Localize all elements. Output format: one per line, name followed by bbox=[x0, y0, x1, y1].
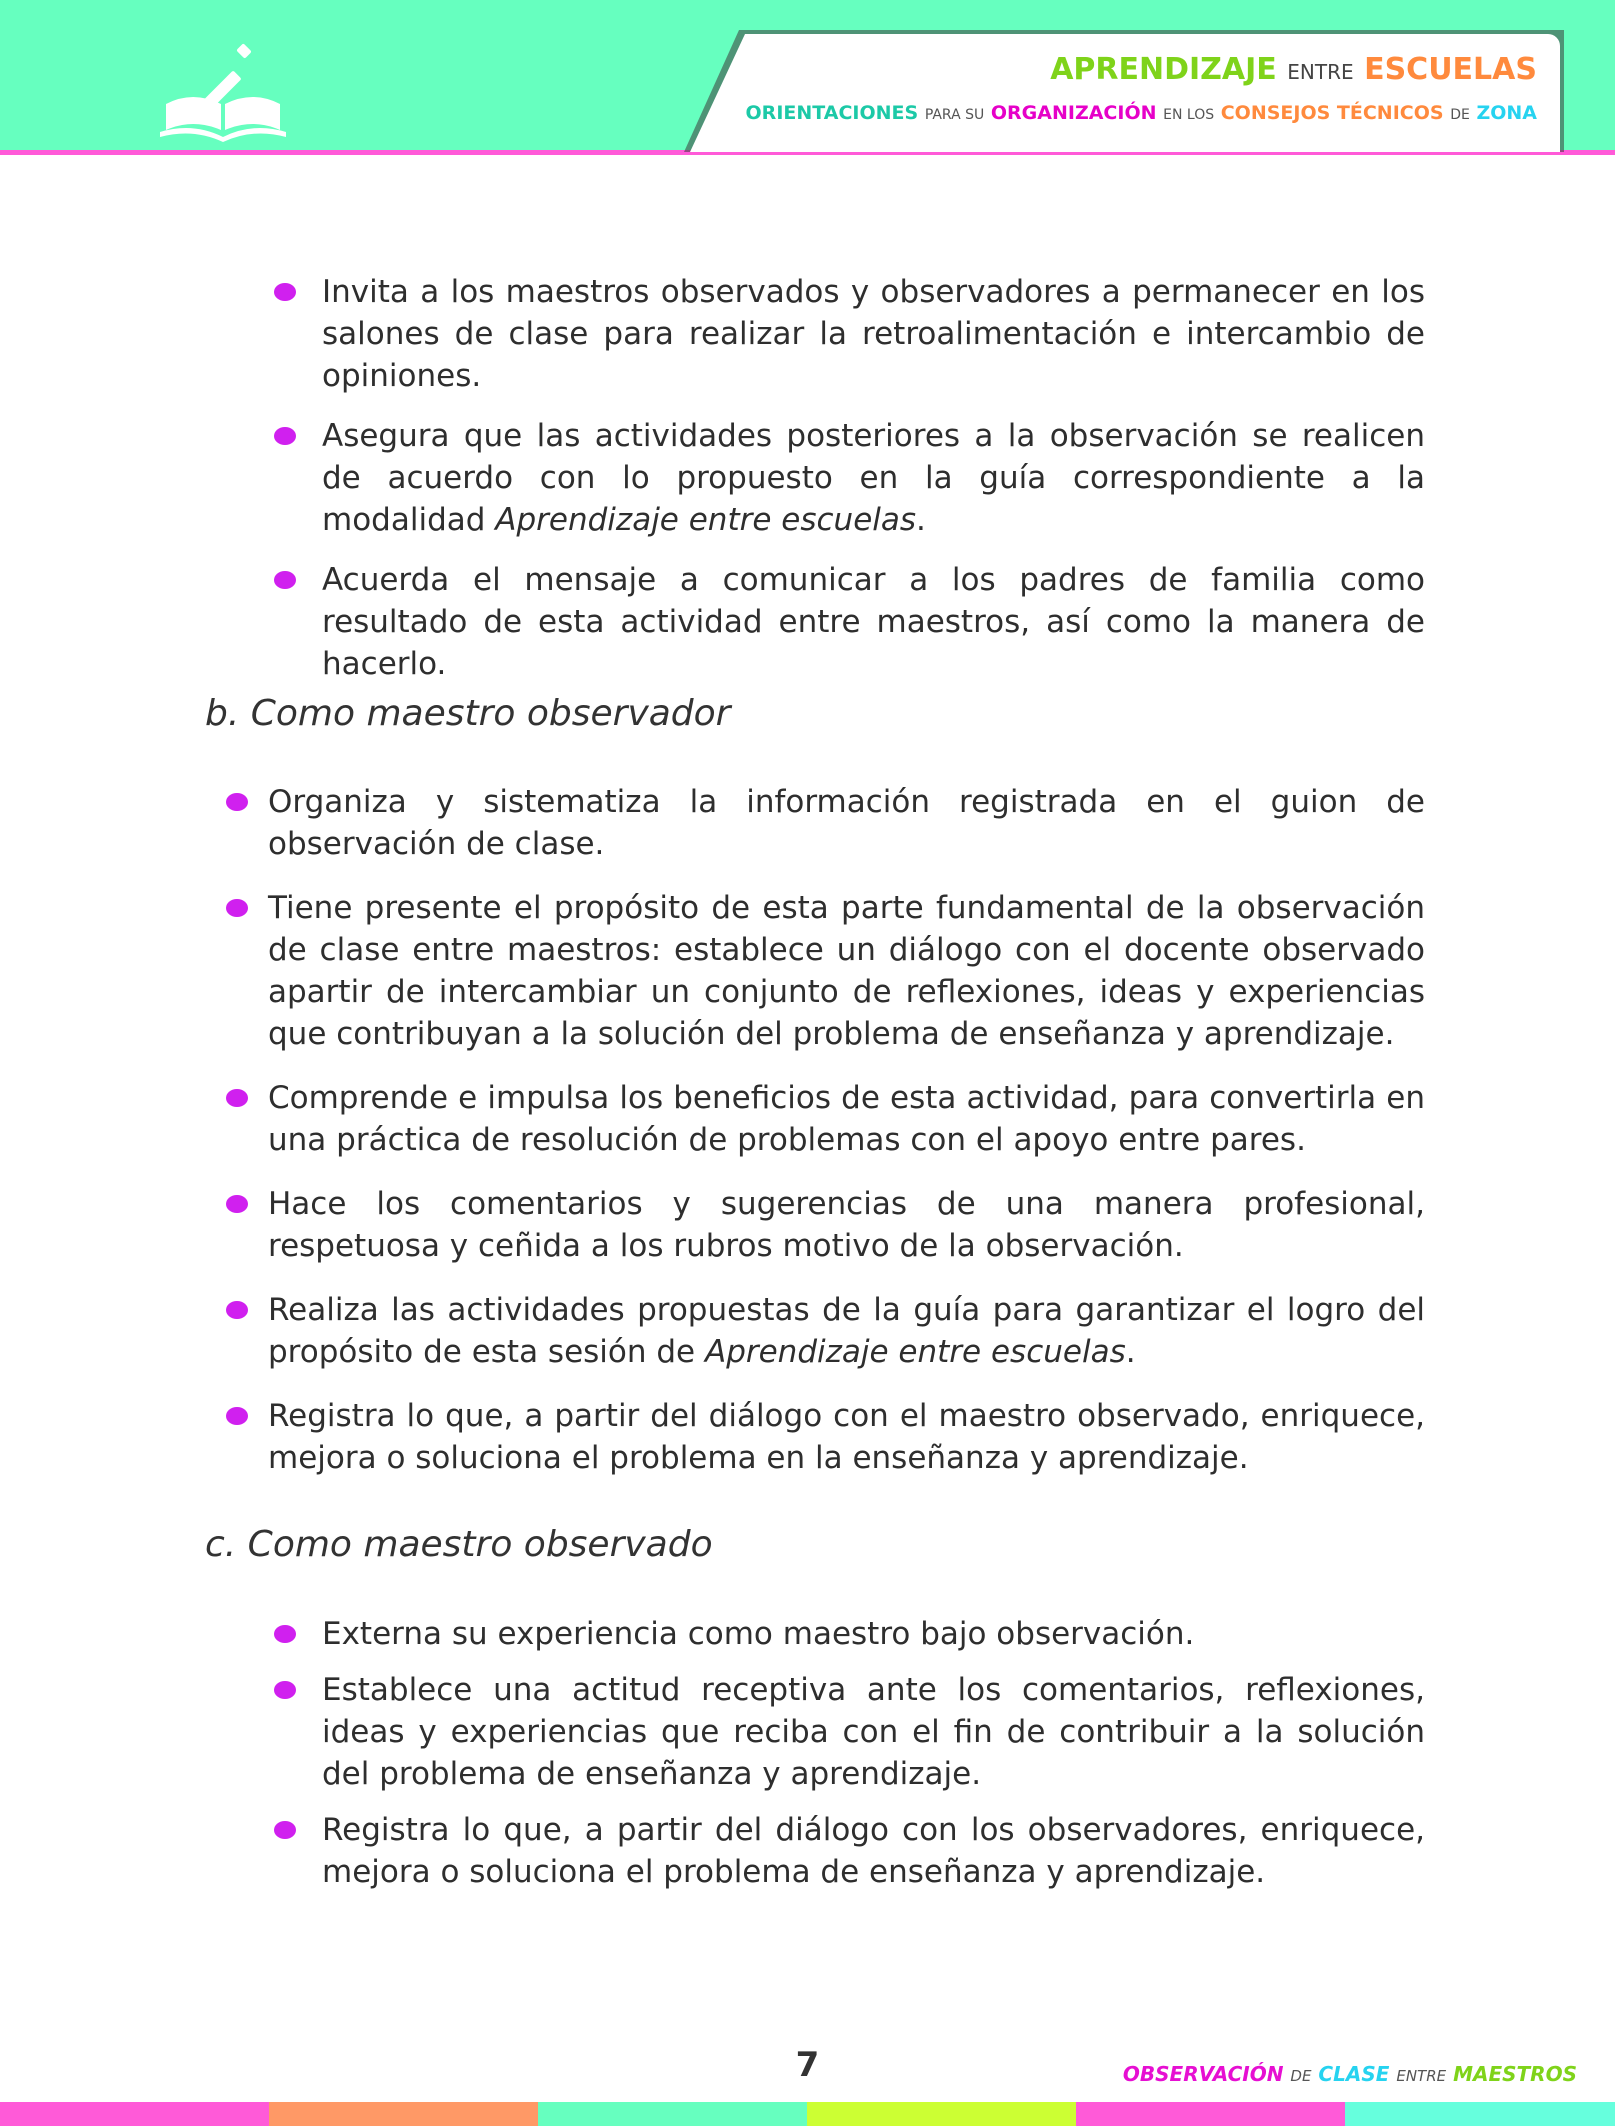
list-item-text-end: . bbox=[916, 502, 926, 538]
bullet-dot-icon bbox=[274, 1821, 296, 1839]
footer-word-1: OBSERVACIÓN bbox=[1122, 2062, 1284, 2086]
section-c-list bbox=[322, 1613, 1425, 1893]
list-item-text: Acuerda el mensaje a comunicar a los padres de familia como resultado de esta actividad entre maestros, así como la manera de hacerlo. bbox=[322, 562, 1425, 682]
list-item bbox=[322, 1613, 1425, 1655]
list-item-text: Organiza y sistematiza la información registrada en el guion de observación de clase. bbox=[268, 784, 1425, 862]
footer-color-bar bbox=[269, 2102, 538, 2126]
header-subtitle bbox=[746, 102, 1537, 124]
list-item bbox=[322, 1669, 1425, 1795]
list-item-text: Externa su experiencia como maestro bajo observación. bbox=[322, 1616, 1195, 1652]
bullet-dot-icon bbox=[226, 793, 248, 811]
list-item-text: Realiza las actividades propuestas de la guía para garantizar el logro del propósito de esta sesión de bbox=[268, 1292, 1425, 1370]
footer-word-2: DE bbox=[1290, 2067, 1312, 2085]
page-number: 7 bbox=[795, 2045, 820, 2085]
header-title-word-2: ENTRE bbox=[1287, 60, 1354, 84]
list-item-text: Invita a los maestros observados y observadores a permanecer en los salones de clase para realizar la retroalimentación e intercambio de opiniones. bbox=[322, 274, 1425, 394]
bullet-dot-icon bbox=[226, 899, 248, 917]
header-subtitle-word-4: EN LOS bbox=[1163, 107, 1215, 123]
footer-color-bar bbox=[1345, 2102, 1615, 2126]
bullet-dot-icon bbox=[226, 1301, 248, 1319]
header-subtitle-word-2: PARA SU bbox=[924, 107, 985, 123]
footer-title bbox=[1123, 2062, 1577, 2086]
footer-color-bar bbox=[1076, 2102, 1345, 2126]
bullet-dot-icon bbox=[274, 283, 296, 301]
header-title-word-3: ESCUELAS bbox=[1364, 52, 1537, 87]
footer-word-5: MAESTROS bbox=[1453, 2062, 1577, 2086]
footer-color-bar bbox=[0, 2102, 269, 2126]
header-subtitle-word-7: ZONA bbox=[1476, 102, 1537, 124]
list-item bbox=[322, 1809, 1425, 1893]
list-item-text: Tiene presente el propósito de esta parte fundamental de la observación de clase entre maestros: establece un diálogo con el docente observado apartir de intercambiar un conjunto de reflexiones, ideas y experiencias que contribuyan a la solución del problema de enseñanza y aprendizaje. bbox=[268, 890, 1425, 1052]
list-item-text-end: . bbox=[1125, 1334, 1136, 1370]
list-item-text: Registra lo que, a partir del diálogo con los observadores, enriquece, mejora o soluciona el problema de enseñanza y aprendizaje. bbox=[322, 1812, 1425, 1890]
section-b-heading: b. Como maestro observador bbox=[205, 693, 731, 734]
header-title-word-1: APRENDIZAJE bbox=[1050, 52, 1277, 87]
list-item bbox=[268, 781, 1425, 865]
list-item-text: Asegura que las actividades posteriores a la observación se realicen de acuerdo con lo propuesto en la guía correspondiente a la modalidad bbox=[322, 418, 1425, 538]
header-subtitle-word-3: ORGANIZACIÓN bbox=[990, 102, 1157, 124]
bullet-dot-icon bbox=[226, 1195, 248, 1213]
list-item bbox=[268, 887, 1425, 1055]
list-item bbox=[322, 559, 1425, 685]
bullet-dot-icon bbox=[226, 1089, 248, 1107]
bullet-dot-icon bbox=[274, 571, 296, 589]
book-pencil-logo-icon bbox=[158, 42, 288, 142]
list-item bbox=[322, 415, 1425, 541]
list-item bbox=[322, 271, 1425, 397]
list-item bbox=[268, 1289, 1425, 1373]
list-item-text: Registra lo que, a partir del diálogo con el maestro observado, enriquece, mejora o soluciona el problema en la enseñanza y aprendizaje. bbox=[268, 1398, 1425, 1476]
section-b-list bbox=[268, 781, 1425, 1479]
header-subtitle-word-1: ORIENTACIONES bbox=[745, 102, 919, 124]
footer-word-4: ENTRE bbox=[1396, 2067, 1447, 2085]
bullet-dot-icon bbox=[274, 1681, 296, 1699]
header-subtitle-word-6: DE bbox=[1450, 107, 1470, 123]
bullet-dot-icon bbox=[274, 1625, 296, 1643]
list-item-text: Comprende e impulsa los beneficios de esta actividad, para convertirla en una práctica de resolución de problemas con el apoyo entre pares. bbox=[268, 1080, 1425, 1158]
footer-word-3: CLASE bbox=[1318, 2062, 1390, 2086]
list-item bbox=[268, 1395, 1425, 1479]
list-item-italic-text: Aprendizaje entre escuelas bbox=[704, 1334, 1126, 1370]
bullet-dot-icon bbox=[226, 1407, 248, 1425]
footer-color-bar bbox=[538, 2102, 807, 2126]
list-item bbox=[268, 1183, 1425, 1267]
section-a-list bbox=[322, 271, 1425, 685]
list-item-text: Hace los comentarios y sugerencias de una manera profesional, respetuosa y ceñida a los rubros motivo de la observación. bbox=[268, 1186, 1425, 1264]
section-c-heading: c. Como maestro observado bbox=[205, 1524, 713, 1565]
list-item-text: Establece una actitud receptiva ante los comentarios, reflexiones, ideas y experiencias que reciba con el fin de contribuir a la solución del problema de enseñanza y aprendizaje. bbox=[322, 1672, 1425, 1792]
header-title bbox=[1050, 52, 1537, 87]
bullet-dot-icon bbox=[274, 427, 296, 445]
header-subtitle-word-5: CONSEJOS TÉCNICOS bbox=[1220, 102, 1444, 124]
footer-color-bar bbox=[807, 2102, 1076, 2126]
list-item-italic-text: Aprendizaje entre escuelas bbox=[495, 502, 917, 538]
list-item bbox=[268, 1077, 1425, 1161]
